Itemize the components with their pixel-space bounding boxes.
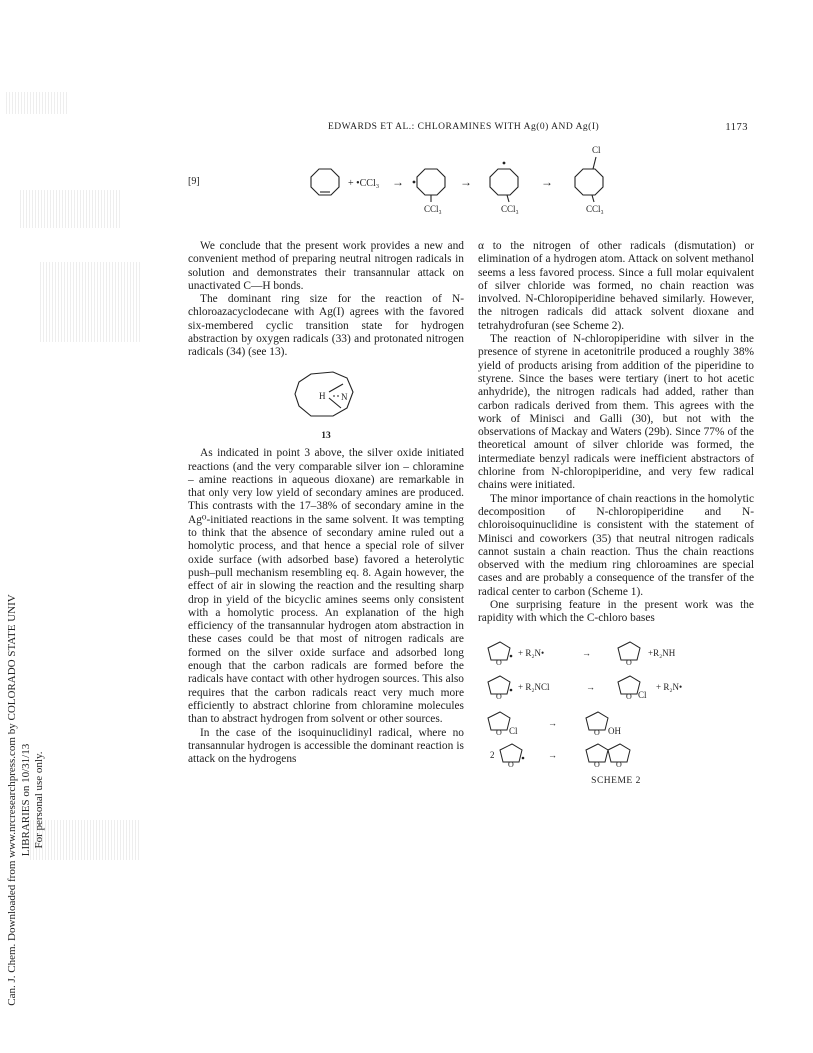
stoichiometric-coefficient: 2	[490, 749, 495, 760]
chloro-product-ring	[575, 169, 603, 195]
ccl3-reagent-label: + •CCl₃	[348, 178, 380, 189]
oxygen-label: O	[496, 691, 502, 701]
chlorine-label: Cl	[509, 725, 518, 736]
reaction-arrow: →	[541, 175, 553, 189]
radical-dot	[510, 654, 513, 657]
running-title: EDWARDS ET AL.: CHLORAMINES WITH Ag(0) AND Ag(I)	[328, 122, 600, 132]
oxygen-label: O	[496, 727, 502, 737]
equation-number: [9]	[188, 176, 200, 187]
transannular-radical-ring	[490, 169, 518, 195]
radical-dot	[522, 756, 525, 759]
paragraph: The dominant ring size for the reaction of N-chloroazacyclodecane with Ag(I) agrees with the favored six-membered cyclic transition state for hydrogen abstraction by oxygen radicals (33) and protonated nitrogen radicals (34) (see 13).	[188, 293, 464, 359]
oxygen-label: O	[594, 759, 600, 769]
paragraph: The minor importance of chain reactions in the homolytic decomposition of N-chloropiperidine and N-chloroisoquinuclidine is consistent with the statement of Minisci and coworkers (35) that neutral nitrogen radicals cannot sustain a chain reaction. Thus the chain reactions observed with the medium ring chloroamines are special cases and are probably a consequence of the transfer of the radical center to carbon (Scheme 1).	[478, 492, 754, 598]
scheme-2-reactions	[478, 634, 754, 769]
oxygen-label: O	[508, 759, 514, 769]
right-column	[478, 240, 754, 788]
scheme-arrow: →	[548, 717, 557, 728]
scan-noise	[40, 262, 140, 342]
scheme-product: + R₂N•	[656, 681, 683, 692]
ccl3-label: CCl₃	[586, 204, 604, 214]
paragraph: In the case of the isoquinuclidinyl radical, where no transannular hydrogen is accessible the dominant reaction is attack on the hydrogens	[188, 726, 464, 766]
oxygen-label: O	[496, 657, 502, 667]
reaction-arrow: →	[460, 175, 472, 189]
reaction-arrow: →	[392, 175, 404, 189]
radical-dot	[413, 181, 416, 184]
hydroxyl-label: OH	[608, 725, 621, 736]
paragraph: The reaction of N-chloropiperidine with silver in the presence of styrene in acetonitrile produced a roughly 38% yield of products arising from addition of the piperidine to styrene. Since the bases were tertiary (inert to hot acetic anhydride), the nitrogen radicals had added, rather than carbon radicals derived from them. This agrees with the work of Minisci and Galli (30), but not with the observations of Mackay and Waters (29b). Since 77% of the theoretical amount of silver chloride was formed, the intermediate benzyl radicals were inefficient abstractors of chlorine from N-chloropiperidine, and very few radical chains were initiated.	[478, 333, 754, 492]
page-number: 1173	[725, 122, 748, 133]
sidebar-line-1: Can. J. Chem. Downloaded from www.nrcresearchpress.com by COLORADO STATE UNIV LIBRARIES on 10/31/13	[6, 594, 32, 1006]
scheme-2	[478, 634, 754, 789]
scheme-arrow: →	[548, 749, 557, 760]
ccl3-label: CCl₃	[424, 204, 442, 214]
fig-h-label: H	[319, 390, 326, 401]
equation-9-scheme	[300, 140, 640, 218]
scan-noise	[6, 92, 68, 114]
oxygen-label: O	[594, 727, 600, 737]
scheme-reagent: + R₂NCl	[518, 681, 550, 692]
paragraph: As indicated in point 3 above, the silver oxide initiated reactions (and the very comparable silver ion – chloramine – amine reactions in aqueous dioxane) are remarkable in that only very low yield of secondary amines are produced. This contrasts with the 17–38% of secondary amine in the Ag⁰-initiated reactions in the same solvent. It was tempting to think that the absence of secondary amine ruled out a homolytic process, and that hence a special role of silver oxide surface (with adsorbed base) favored a heterolytic push–pull mechanism resembling eq. 8. Again however, the effect of air in slowing the reaction and the resulting sharp drop in yield of the bicyclic amines seems only consistent with a homolytic process. An explanation of the high efficiency of the transannular hydrogen atom abstraction in these cases could be that most of nitrogen radicals are formed on the silver oxide surface and adsorbed long enough that the carbon radicals are formed before the radicals have contact with other hydrogen sources. This also requires that the carbon radicals react very much more efficiently to abstract chlorine from chloramine molecules than to abstract hydrogen from solvent or other sources.	[188, 447, 464, 726]
cyclooctene-ring	[311, 169, 339, 195]
oxygen-label: O	[616, 759, 622, 769]
running-header	[188, 122, 748, 136]
scheme-arrow: →	[586, 681, 595, 692]
radical-dot	[503, 162, 506, 165]
scan-noise	[30, 820, 140, 860]
chlorine-label: Cl	[638, 689, 647, 700]
ccl3-label: CCl₃	[501, 204, 519, 214]
oxygen-label: O	[626, 691, 632, 701]
scheme-product: +R₂NH	[648, 647, 676, 658]
radical-dot	[510, 688, 513, 691]
download-sidebar	[6, 590, 45, 1010]
scan-noise	[20, 190, 120, 228]
paragraph: α to the nitrogen of other radicals (dismutation) or elimination of a hydrogen atom. Attack on solvent methanol seems a less favored process. Since a full molar equivalent of silver chloride was formed, no chain reaction was involved. N-Chloropiperidine behaved similarly. However, the nitrogen radicals did attack solvent dioxane and tetrahydrofuran (see Scheme 2).	[478, 240, 754, 332]
structure-label: 13	[321, 430, 331, 441]
fig-n-label: N	[341, 391, 348, 402]
left-column	[188, 240, 464, 766]
sidebar-line-2: For personal use only.	[33, 751, 45, 849]
paragraph: We conclude that the present work provides a new and convenient method of preparing neutral nitrogen radicals in solution and demonstrates their transannular attack on unactivated C—H bonds.	[188, 240, 464, 292]
structure-13	[188, 366, 464, 444]
scheme-label: SCHEME 2	[591, 775, 641, 786]
chlorine-label: Cl	[592, 145, 601, 155]
cyclooctyl-radical-ring	[417, 169, 445, 195]
oxygen-label: O	[626, 657, 632, 667]
bicyclic-transition-state	[281, 366, 371, 424]
scheme-reagent: + R₂N•	[518, 647, 545, 658]
scheme-arrow: →	[582, 647, 591, 658]
paragraph: One surprising feature in the present work was the rapidity with which the C-chloro bases	[478, 599, 754, 625]
